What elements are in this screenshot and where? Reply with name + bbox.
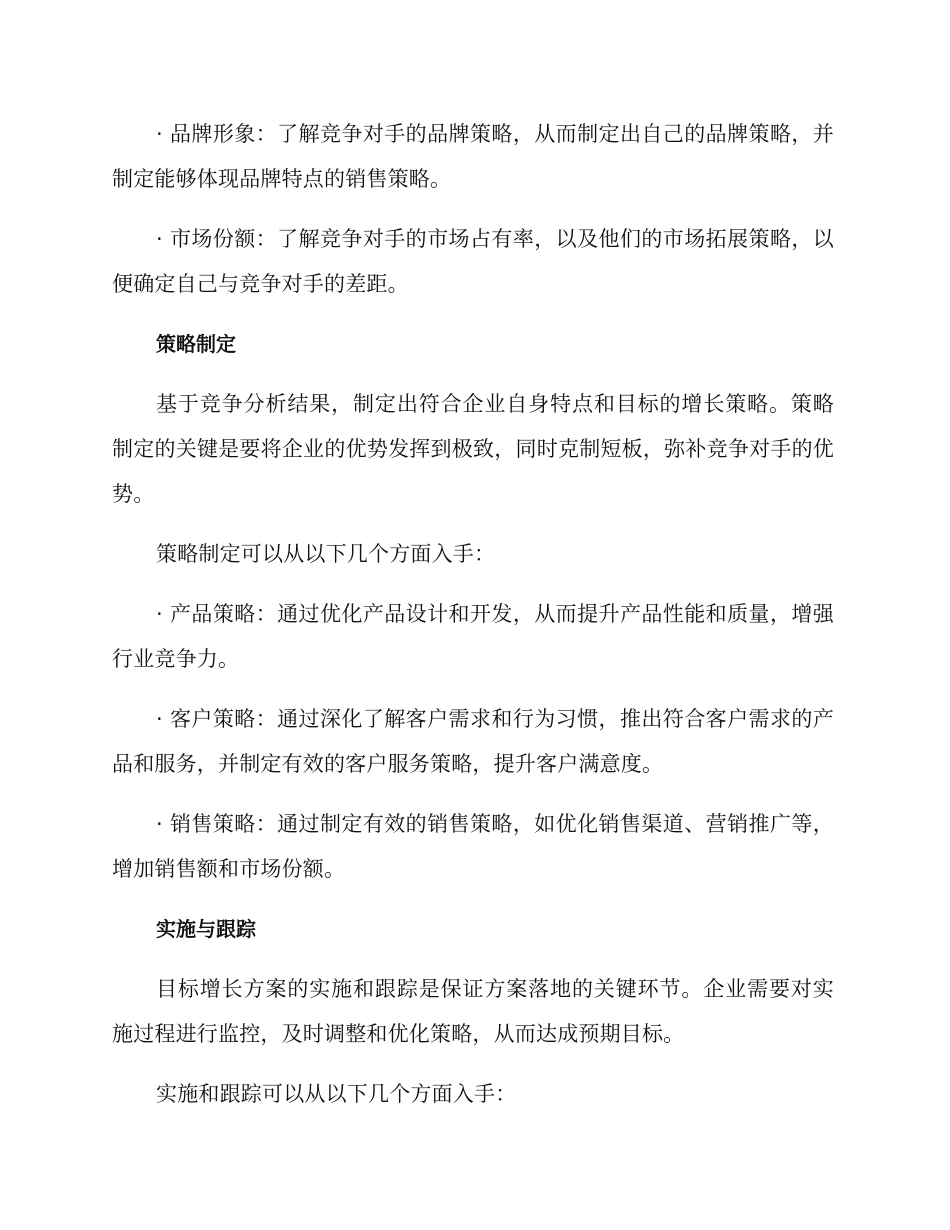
bullet-customer-strategy: · 客户策略：通过深化了解客户需求和行为习惯，推出符合客户需求的产品和服务，并制定有效的客户服务策略，提升客户满意度。 <box>112 707 834 776</box>
bullet-sales-strategy: · 销售策略：通过制定有效的销售策略，如优化销售渠道、营销推广等，增加销售额和市场份额。 <box>112 812 834 881</box>
section-heading-implementation: 实施与跟踪 <box>156 917 256 941</box>
document-page <box>112 112 834 1132</box>
strategy-intro-paragraph: 基于竞争分析结果，制定出符合企业自身特点和目标的增长策略。策略制定的关键是要将企业的优势发挥到极致，同时克制短板，弥补竞争对手的优势。 <box>112 392 834 506</box>
section-heading-strategy: 策略制定 <box>156 332 236 356</box>
bullet-product-strategy: · 产品策略：通过优化产品设计和开发，从而提升产品性能和质量，增强行业竞争力。 <box>112 602 834 671</box>
implementation-intro-paragraph: 目标增长方案的实施和跟踪是保证方案落地的关键环节。企业需要对实施过程进行监控，及时调整和优化策略，从而达成预期目标。 <box>112 977 834 1046</box>
implementation-aspects-paragraph: 实施和跟踪可以从以下几个方面入手： <box>156 1082 517 1106</box>
bullet-brand-image: · 品牌形象：了解竞争对手的品牌策略，从而制定出自己的品牌策略，并制定能够体现品牌特点的销售策略。 <box>112 122 834 191</box>
strategy-aspects-paragraph: 策略制定可以从以下几个方面入手： <box>156 542 496 566</box>
bullet-market-share: · 市场份额：了解竞争对手的市场占有率，以及他们的市场拓展策略，以便确定自己与竞争对手的差距。 <box>112 227 834 296</box>
